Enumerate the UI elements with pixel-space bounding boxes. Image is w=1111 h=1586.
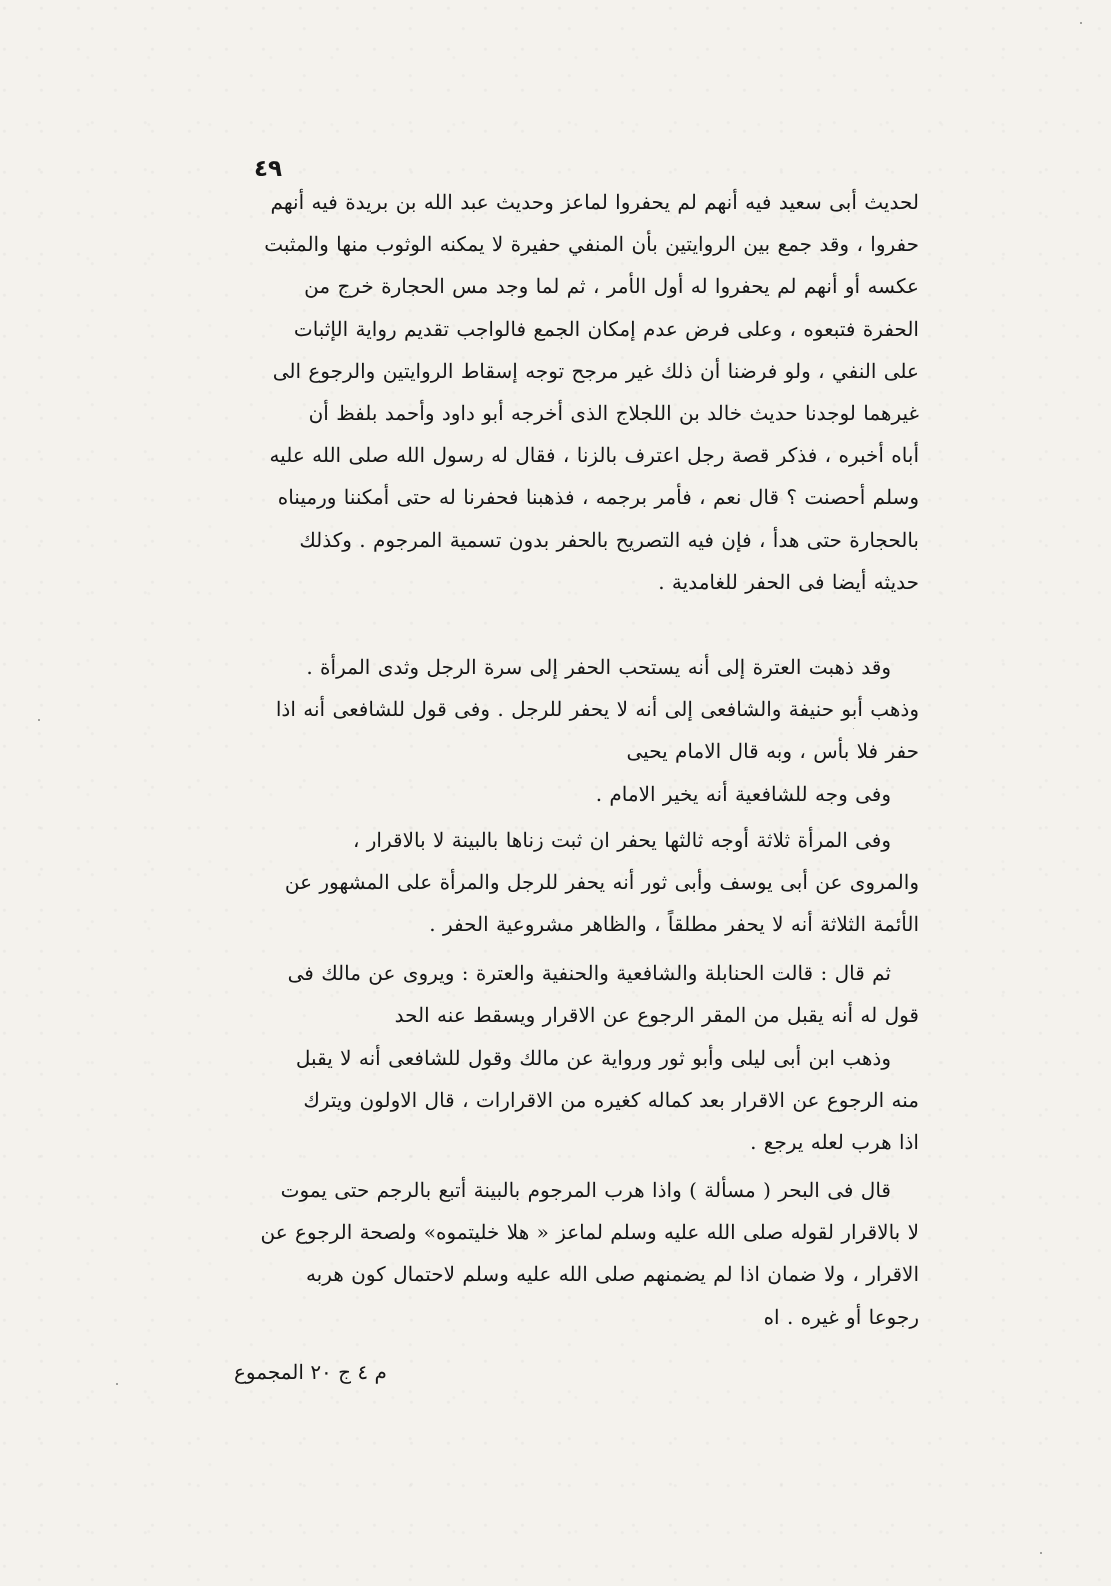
paragraph-line: حفر فلا بأس ، وبه قال الامام يحيى	[626, 739, 919, 764]
paragraph-line: الحفرة فتبعوه ، وعلى فرض عدم إمكان الجمع فالواجب تقديم رواية الإثبات	[293, 316, 919, 341]
paragraph-line: حفروا ، وقد جمع بين الروايتين بأن المنفي حفيرة لا يمكنه الوثوب منها والمثبت	[264, 232, 919, 257]
paragraph-line: منه الرجوع عن الاقرار بعد كماله كغيره من الاقرارات ، قال الاولون ويترك	[303, 1088, 919, 1113]
paragraph-line: أباه أخبره ، فذكر قصة رجل اعترف بالزنا ، فقال له رسول الله صلى الله عليه	[269, 443, 919, 468]
paragraph-line: حديثه أيضا فى الحفر للغامدية .	[658, 569, 919, 594]
paragraph-3	[206, 819, 919, 946]
paragraph-line: ثم قال : قالت الحنابلة والشافعية والحنفية والعترة : ويروى عن مالك فى	[287, 961, 891, 985]
paragraph-line: لحديث أبى سعيد فيه أنهم لم يحفروا لماعز وحديث عبد الله بن بريدة فيه أنهم	[270, 190, 919, 214]
scan-speck	[38, 719, 40, 721]
paragraph-line: لا بالاقرار لقوله صلى الله عليه وسلم لماعز « هلا خليتموه» ولصحة الرجوع عن	[260, 1220, 919, 1245]
scan-speck	[1040, 1552, 1042, 1554]
paragraph-line: غيرهما لوجدنا حديث خالد بن اللجلاج الذى أخرجه أبو داود وأحمد بلفظ أن	[308, 401, 919, 426]
footer-signature: م ٤ ج ٢٠ المجموع	[234, 1360, 387, 1384]
paragraph-line: عكسه أو أنهم لم يحفروا له أول الأمر ، ثم لما وجد مس الحجارة خرج من	[304, 274, 919, 299]
paragraph-line: وقد ذهبت العترة إلى أنه يستحب الحفر إلى سرة الرجل وثدى المرأة .	[306, 655, 891, 679]
paragraph-2	[206, 646, 919, 815]
paragraph-line: الأئمة الثلاثة أنه لا يحفر مطلقاً ، والظاهر مشروعية الحفر .	[429, 912, 919, 937]
paragraph-line: رجوعا أو غيره . اه	[763, 1304, 919, 1329]
page-number: ٤٩	[254, 156, 283, 182]
paragraph-6	[206, 1169, 919, 1338]
paragraph-line: وفى المرأة ثلاثة أوجه ثالثها يحفر ان ثبت زناها بالبينة لا بالاقرار ،	[352, 828, 891, 852]
paragraph-5	[206, 1037, 919, 1164]
paragraph-line: اذا هرب لعله يرجع .	[750, 1130, 919, 1155]
scan-speck	[116, 1383, 118, 1385]
paragraph-line: قال فى البحر ( مسألة ) واذا هرب المرجوم بالبينة أتبع بالرجم حتى يموت	[280, 1178, 891, 1202]
scan-speck	[1080, 22, 1082, 24]
paragraph-line: وذهب ابن أبى ليلى وأبو ثور ورواية عن مالك وقول للشافعى أنه لا يقبل	[295, 1046, 891, 1070]
paragraph-line: الاقرار ، ولا ضمان اذا لم يضمنهم صلى الله عليه وسلم لاحتمال كون هربه	[305, 1262, 919, 1287]
paragraph-line: وسلم أحصنت ؟ قال نعم ، فأمر برجمه ، فذهبنا فحفرنا له حتى أمكننا ورميناه	[277, 485, 919, 510]
paragraph-line: والمروى عن أبى يوسف وأبى ثور أنه يحفر للرجل والمرأة على المشهور عن	[284, 870, 919, 895]
paragraph-line: وفى وجه للشافعية أنه يخير الامام .	[595, 781, 891, 806]
paragraph-line: على النفي ، ولو فرضنا أن ذلك غير مرجح توجه إسقاط الروايتين والرجوع الى	[272, 358, 919, 383]
paragraph-line: بالحجارة حتى هدأ ، فإن فيه التصريح بالحفر بدون تسمية المرجوم . وكذلك	[299, 527, 919, 552]
paragraph-4	[206, 952, 919, 1036]
paragraph-line: قول له أنه يقبل من المقر الرجوع عن الاقرار ويسقط عنه الحد	[394, 1003, 919, 1028]
paragraph-line: وذهب أبو حنيفة والشافعى إلى أنه لا يحفر للرجل . وفى قول للشافعى أنه اذا	[275, 697, 919, 722]
scan-speck	[853, 728, 854, 729]
paragraph-1	[206, 181, 919, 603]
